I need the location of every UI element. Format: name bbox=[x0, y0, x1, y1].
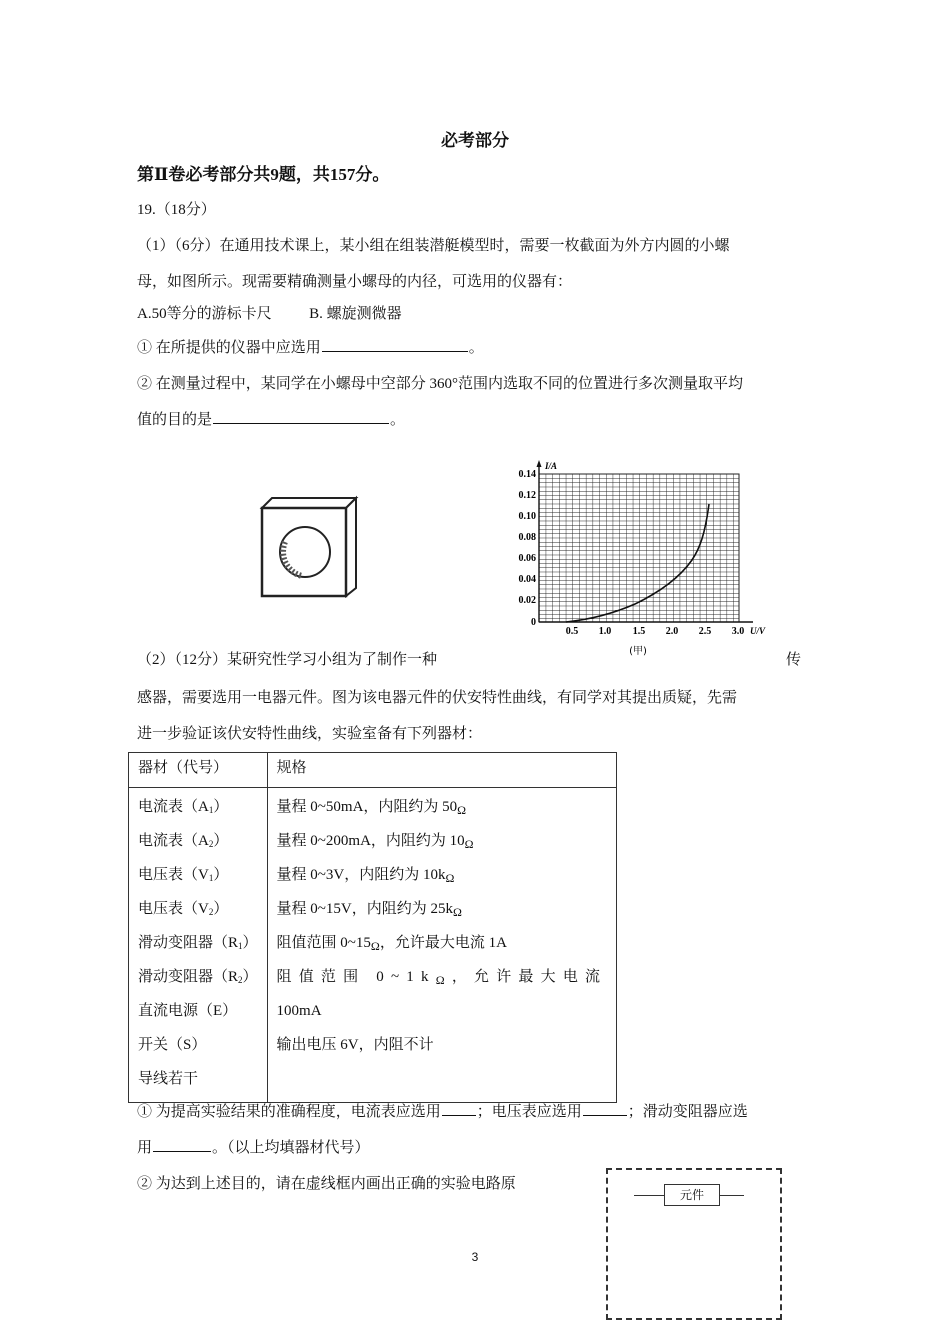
x-axis-label: U/V bbox=[750, 626, 766, 636]
sub2-q2: ② 为达到上述目的，请在虚线框内画出正确的实验电路原 bbox=[137, 1176, 516, 1192]
answer-blank-voltmeter[interactable] bbox=[583, 1114, 627, 1116]
sub1-q1 bbox=[137, 336, 484, 357]
svg-text:2.0: 2.0 bbox=[665, 626, 679, 637]
svg-text:0.10: 0.10 bbox=[518, 511, 536, 522]
svg-text:2.5: 2.5 bbox=[698, 626, 712, 637]
circuit-component: 元件 bbox=[664, 1184, 720, 1206]
spec-v2: 量程 0~15V，内阻约为 $25k_\Omega$ bbox=[276, 901, 462, 919]
page-number: 3 bbox=[471, 1250, 479, 1264]
svg-text:0.14: 0.14 bbox=[518, 469, 536, 480]
spec-a2: 量程 0~200mA，内阻约为 $10_\Omega$ bbox=[276, 833, 474, 851]
sub2-line1-right: 传 bbox=[786, 652, 802, 668]
sub2-line3: 进一步验证该伏安特性曲线，实验室备有下列器材： bbox=[137, 726, 483, 742]
square-nut-figure bbox=[258, 494, 362, 598]
spec-r1: 阻值范围 $0\sim 15_\Omega$，允许最大电流 1A bbox=[276, 935, 507, 953]
answer-blank-purpose[interactable] bbox=[213, 422, 389, 424]
svg-text:0.08: 0.08 bbox=[518, 532, 536, 543]
q2-suffix: 。 bbox=[390, 412, 406, 428]
figure-caption: (甲) bbox=[629, 646, 647, 657]
y-tick-labels bbox=[519, 469, 537, 628]
header-equipment: 器材（代号） bbox=[129, 753, 268, 788]
instrument-options: A.50等分的游标卡尺 B. 螺旋测微器 bbox=[137, 306, 402, 322]
equipment-table bbox=[128, 752, 617, 1103]
spec-a1: 量程 0~50mA，内阻约为 $50_\Omega$ bbox=[276, 799, 467, 817]
answer-blank-instrument[interactable] bbox=[322, 350, 468, 352]
sub1-line1: （1）（6分）在通用技术课上，某小组在组装潜艇模型时，需要一枚截面为外方内圆的小螺 bbox=[137, 238, 730, 254]
equipment-a1: 电流表$(A_1)$ bbox=[138, 799, 229, 815]
header-spec: 规格 bbox=[267, 753, 617, 788]
sub2-line1-left: （2）（12分）某研究性学习小组为了制作一种 bbox=[137, 652, 438, 668]
equipment-e: 直流电源（E） bbox=[138, 1003, 238, 1019]
equipment-s: 开关（S） bbox=[138, 1037, 207, 1053]
q1-suffix: 。 bbox=[468, 340, 484, 356]
equipment-r2: 滑动变阻器$(R_2)$ bbox=[138, 969, 258, 985]
svg-text:0: 0 bbox=[531, 617, 536, 628]
x-tick-labels bbox=[566, 626, 745, 637]
sub2-line2: 感器，需要选用一电器元件。图为该电器元件的伏安特性曲线，有同学对其提出质疑，先需 bbox=[137, 690, 738, 706]
answer-blank-ammeter[interactable] bbox=[442, 1114, 476, 1116]
equipment-a2: 电流表$(A_2)$ bbox=[138, 833, 229, 849]
svg-text:0.06: 0.06 bbox=[518, 553, 536, 564]
q1-prefix: ① 在所提供的仪器中应选用 bbox=[137, 340, 321, 356]
spec-r2: 阻值范围 $0\sim 1k_\Omega$，允许最大电流 bbox=[276, 969, 608, 987]
equipment-r1: 滑动变阻器$(R_1)$ bbox=[138, 935, 258, 951]
svg-text:0.12: 0.12 bbox=[518, 490, 536, 501]
svg-text:1.5: 1.5 bbox=[632, 626, 646, 637]
sub1-line2: 母，如图所示。现需要精确测量小螺母的内径，可选用的仪器有： bbox=[137, 274, 573, 290]
iu-characteristic-chart bbox=[495, 442, 785, 662]
section-title: 必考部分 bbox=[441, 131, 509, 150]
question-number: 19.（18分） bbox=[137, 202, 216, 218]
svg-text:3.0: 3.0 bbox=[731, 626, 745, 637]
equipment-wires: 导线若干 bbox=[138, 1071, 199, 1087]
svg-text:0.5: 0.5 bbox=[565, 626, 579, 637]
equipment-v2: 电压表$(V_2)$ bbox=[138, 901, 229, 917]
answer-blank-rheostat[interactable] bbox=[153, 1150, 211, 1152]
svg-text:1.0: 1.0 bbox=[598, 626, 612, 637]
wire-right bbox=[720, 1195, 744, 1196]
equipment-v1: 电压表$(V_1)$ bbox=[138, 867, 229, 883]
spec-e: 输出电压 6V，内阻不计 bbox=[276, 1037, 434, 1053]
spec-r2-cont: 100mA bbox=[276, 1003, 322, 1019]
equipment-column bbox=[129, 788, 268, 1103]
svg-text:0.04: 0.04 bbox=[518, 574, 536, 585]
spec-v1: 量程 0~3V，内阻约为 $10k_\Omega$ bbox=[276, 867, 455, 885]
sub1-q2-line1: ② 在测量过程中，某同学在小螺母中空部分 360°范围内选取不同的位置进行多次测量取平均 bbox=[137, 376, 744, 392]
sub1-q2-line2 bbox=[137, 408, 405, 429]
sub2-q1-line2: 用 。（以上均填器材代号） bbox=[137, 1140, 370, 1156]
svg-text:0.02: 0.02 bbox=[518, 595, 536, 606]
sub2-q1-line1: ① 为提高实验结果的准确程度，电流表应选用 ；电压表应选用 ；滑动变阻器应选 bbox=[137, 1104, 748, 1120]
q2-prefix: 值的目的是 bbox=[137, 412, 213, 428]
part-heading: 第Ⅱ卷必考部分共9题，共157分。 bbox=[137, 165, 390, 184]
y-axis-label: I/A bbox=[545, 461, 558, 471]
wire-left bbox=[634, 1195, 664, 1196]
spec-column bbox=[267, 788, 617, 1103]
